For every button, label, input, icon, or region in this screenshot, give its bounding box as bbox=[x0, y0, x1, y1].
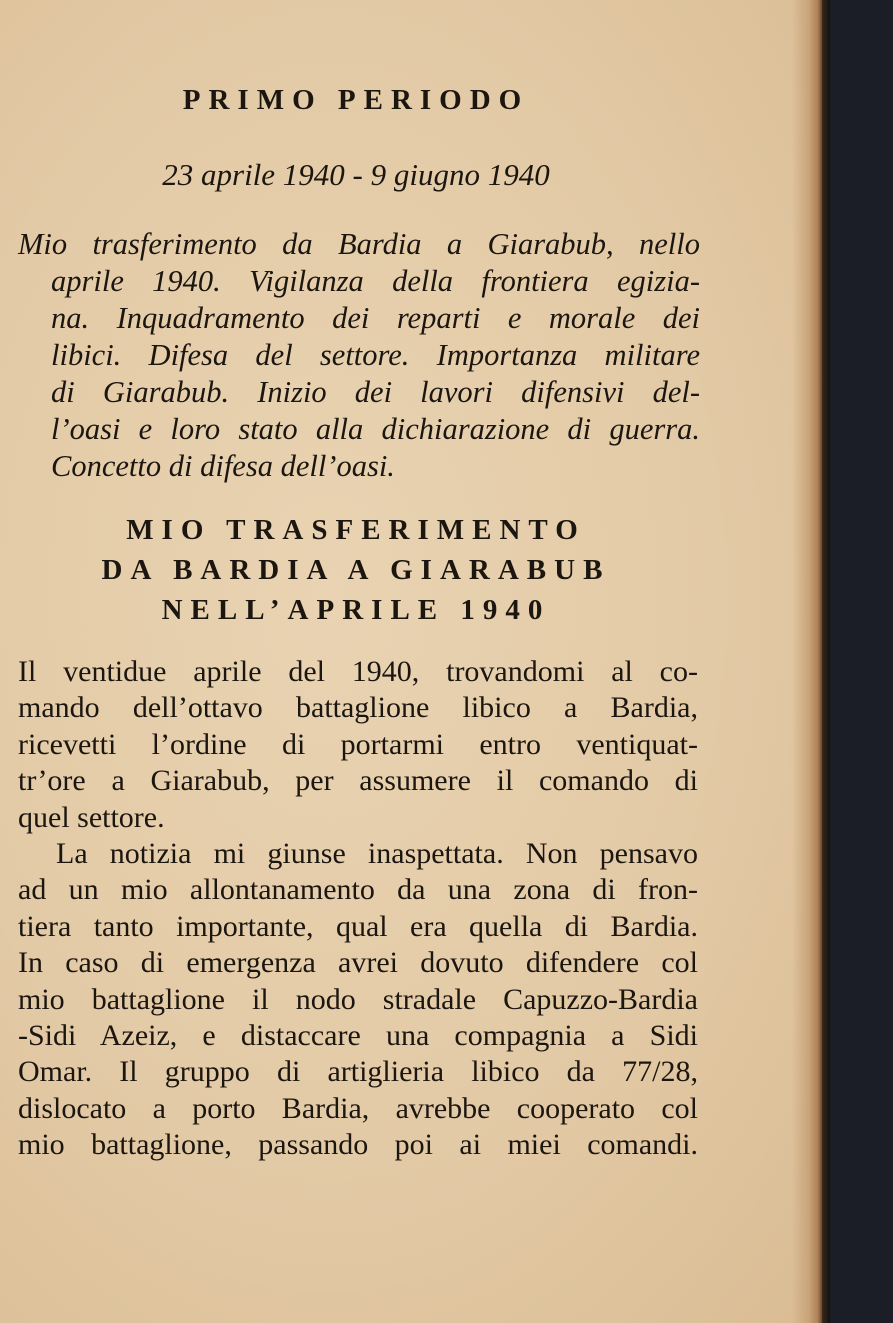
body-line: tr’ore a Giarabub, per assumere il comando di bbox=[18, 764, 698, 798]
body-text bbox=[18, 654, 698, 1164]
section-title-line: DA BARDIA A GIARABUB bbox=[101, 554, 611, 586]
body-line: ad un mio allontanamento da una zona di fron- bbox=[18, 873, 698, 907]
section-title bbox=[0, 510, 712, 630]
chapter-title: PRIMO PERIODO bbox=[182, 84, 530, 116]
body-line: La notizia mi giunse inaspettata. Non pensavo bbox=[56, 837, 698, 871]
body-line: Il ventidue aprile del 1940, trovandomi al co- bbox=[18, 655, 698, 688]
summary-line: l’oasi e loro stato alla dichiarazione di guerra. bbox=[51, 412, 700, 446]
summary-line: di Giarabub. Inizio dei lavori difensivi del- bbox=[51, 375, 700, 409]
summary-line: Concetto di difesa dell’oasi. bbox=[51, 449, 395, 483]
body-line: dislocato a porto Bardia, avrebbe cooperato col bbox=[18, 1091, 698, 1125]
body-line: ricevetti l’ordine di portarmi entro ventiquat- bbox=[18, 727, 698, 761]
body-line: -Sidi Azeiz, e distaccare una compagnia a Sidi bbox=[18, 1019, 698, 1053]
chapter-summary bbox=[18, 226, 700, 485]
body-line: mio battaglione il nodo stradale Capuzzo-Bardia bbox=[18, 982, 698, 1016]
body-line: mando dell’ottavo battaglione libico a Bardia, bbox=[18, 691, 698, 725]
background-surface bbox=[830, 0, 893, 1323]
chapter-dates: 23 aprile 1940 - 9 giugno 1940 bbox=[162, 157, 550, 192]
section-title-line: MIO TRASFERIMENTO bbox=[126, 514, 586, 546]
summary-line: Mio trasferimento da Bardia a Giarabub, nello bbox=[18, 227, 700, 261]
body-line: quel settore. bbox=[18, 800, 165, 834]
body-line: Omar. Il gruppo di artiglieria libico da 77/28, bbox=[18, 1055, 698, 1089]
summary-line: na. Inquadramento dei reparti e morale dei bbox=[51, 301, 700, 335]
summary-line: aprile 1940. Vigilanza della frontiera egizia- bbox=[51, 264, 700, 298]
book-gutter bbox=[822, 0, 830, 1323]
summary-line: libici. Difesa del settore. Importanza militare bbox=[51, 338, 700, 372]
section-title-line: NELL’APRILE 1940 bbox=[161, 594, 551, 626]
body-line: mio battaglione, passando poi ai miei comandi. bbox=[18, 1128, 698, 1162]
body-line: tiera tanto importante, qual era quella di Bardia. bbox=[18, 909, 698, 943]
body-line: In caso di emergenza avrei dovuto difendere col bbox=[18, 946, 698, 980]
page-edge-shadow bbox=[792, 0, 822, 1323]
